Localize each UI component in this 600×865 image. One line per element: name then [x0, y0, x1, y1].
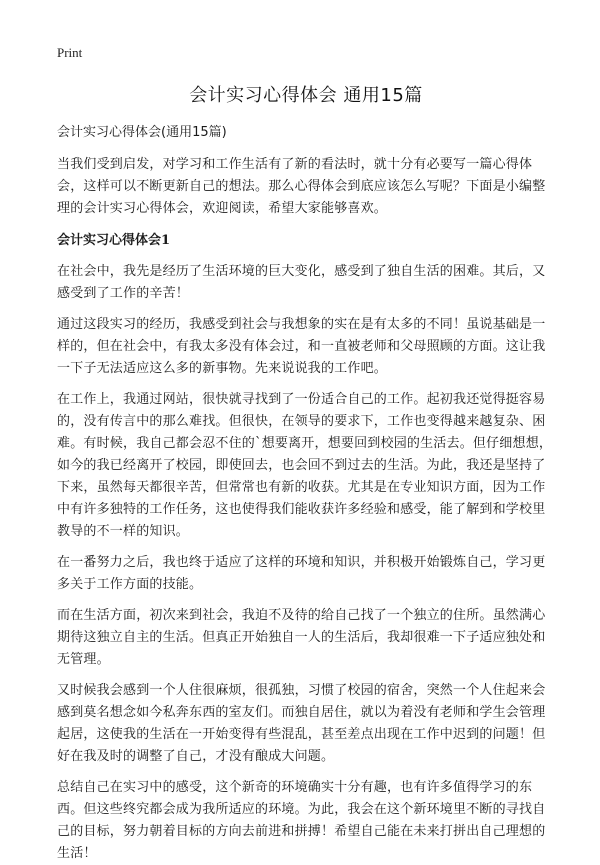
- body-paragraph-3: 在工作上，我通过网站，很快就寻找到了一份适合自己的工作。起初我还觉得挺容易的，没有传言中的那么难找。但很快，在领导的要求下，工作也变得越来越复杂、困难。有时候，我自己都会忍不住的`想要离开，想要回到校园的生活去。但仔细想想，如今的我已经离开了校园，即使回去，也会回不到过去的生活。为此，我还是坚持了下来，虽然每天都很辛苦，但常常也有新的收获。尤其是在专业知识方面，因为工作中有许多独特的工作任务，这也使得我们能收获许多经验和感受，能了解到和学校里教导的不一样的知识。: [57, 392, 553, 539]
- body-paragraph-5: 而在生活方面，初次来到社会，我迫不及待的给自己找了一个独立的住所。虽然满心期待这独立自主的生活。但真正开始独自一人的生活后，我却很难一下子适应独处和无管理。: [57, 608, 546, 667]
- section-heading: 会计实习心得体会1: [57, 233, 171, 248]
- body-paragraph-4: 在一番努力之后，我也终于适应了这样的环境和知识，并积极开始锻炼自己，学习更多关于工作方面的技能。: [57, 555, 546, 592]
- print-link[interactable]: Print: [57, 45, 83, 60]
- article-subtitle: 会计实习心得体会(通用15篇): [57, 125, 227, 140]
- page-title: 会计实习心得体会 通用15篇: [189, 85, 423, 106]
- body-paragraph-2: 通过这段实习的经历，我感受到社会与我想象的实在是有太多的不同！虽说基础是一样的，但在社会中，有我太多没有体会过，和一直被老师和父母照顾的方面。这让我一下子无法适应这么多的新事物。先来说说我的工作吧。: [57, 317, 546, 376]
- body-paragraph-6: 又时候我会感到一个人住很麻烦，很孤独，习惯了校园的宿舍，突然一个人住起来会感到莫名想念如今私奔东西的室友们。而独自居住，就以为着没有老师和学生会管理起居，这使我的生活在一开始变得有些混乱，甚至差点出现在工作中迟到的问题！但好在我及时的调整了自己，才没有酿成大问题。: [57, 683, 546, 764]
- body-paragraph-7: 总结自己在实习中的感受，这个新奇的环境确实十分有趣，也有许多值得学习的东西。但这些终究都会成为我所适应的环境。为此，我会在这个新环境里不断的寻找自己的目标，努力朝着目标的方向去前进和拼搏！希望自己能在未来打拼出自己理想的生活！: [57, 780, 546, 861]
- body-paragraph-1: 在社会中，我先是经历了生活环境的巨大变化，感受到了独自生活的困难。其后，又感受到了工作的辛苦！: [57, 264, 546, 301]
- intro-paragraph: 当我们受到启发，对学习和工作生活有了新的看法时，就十分有必要写一篇心得体会，这样可以不断更新自己的想法。那么心得体会到底应该怎么写呢？下面是小编整理的会计实习心得体会，欢迎阅读，希望大家能够喜欢。: [57, 157, 546, 216]
